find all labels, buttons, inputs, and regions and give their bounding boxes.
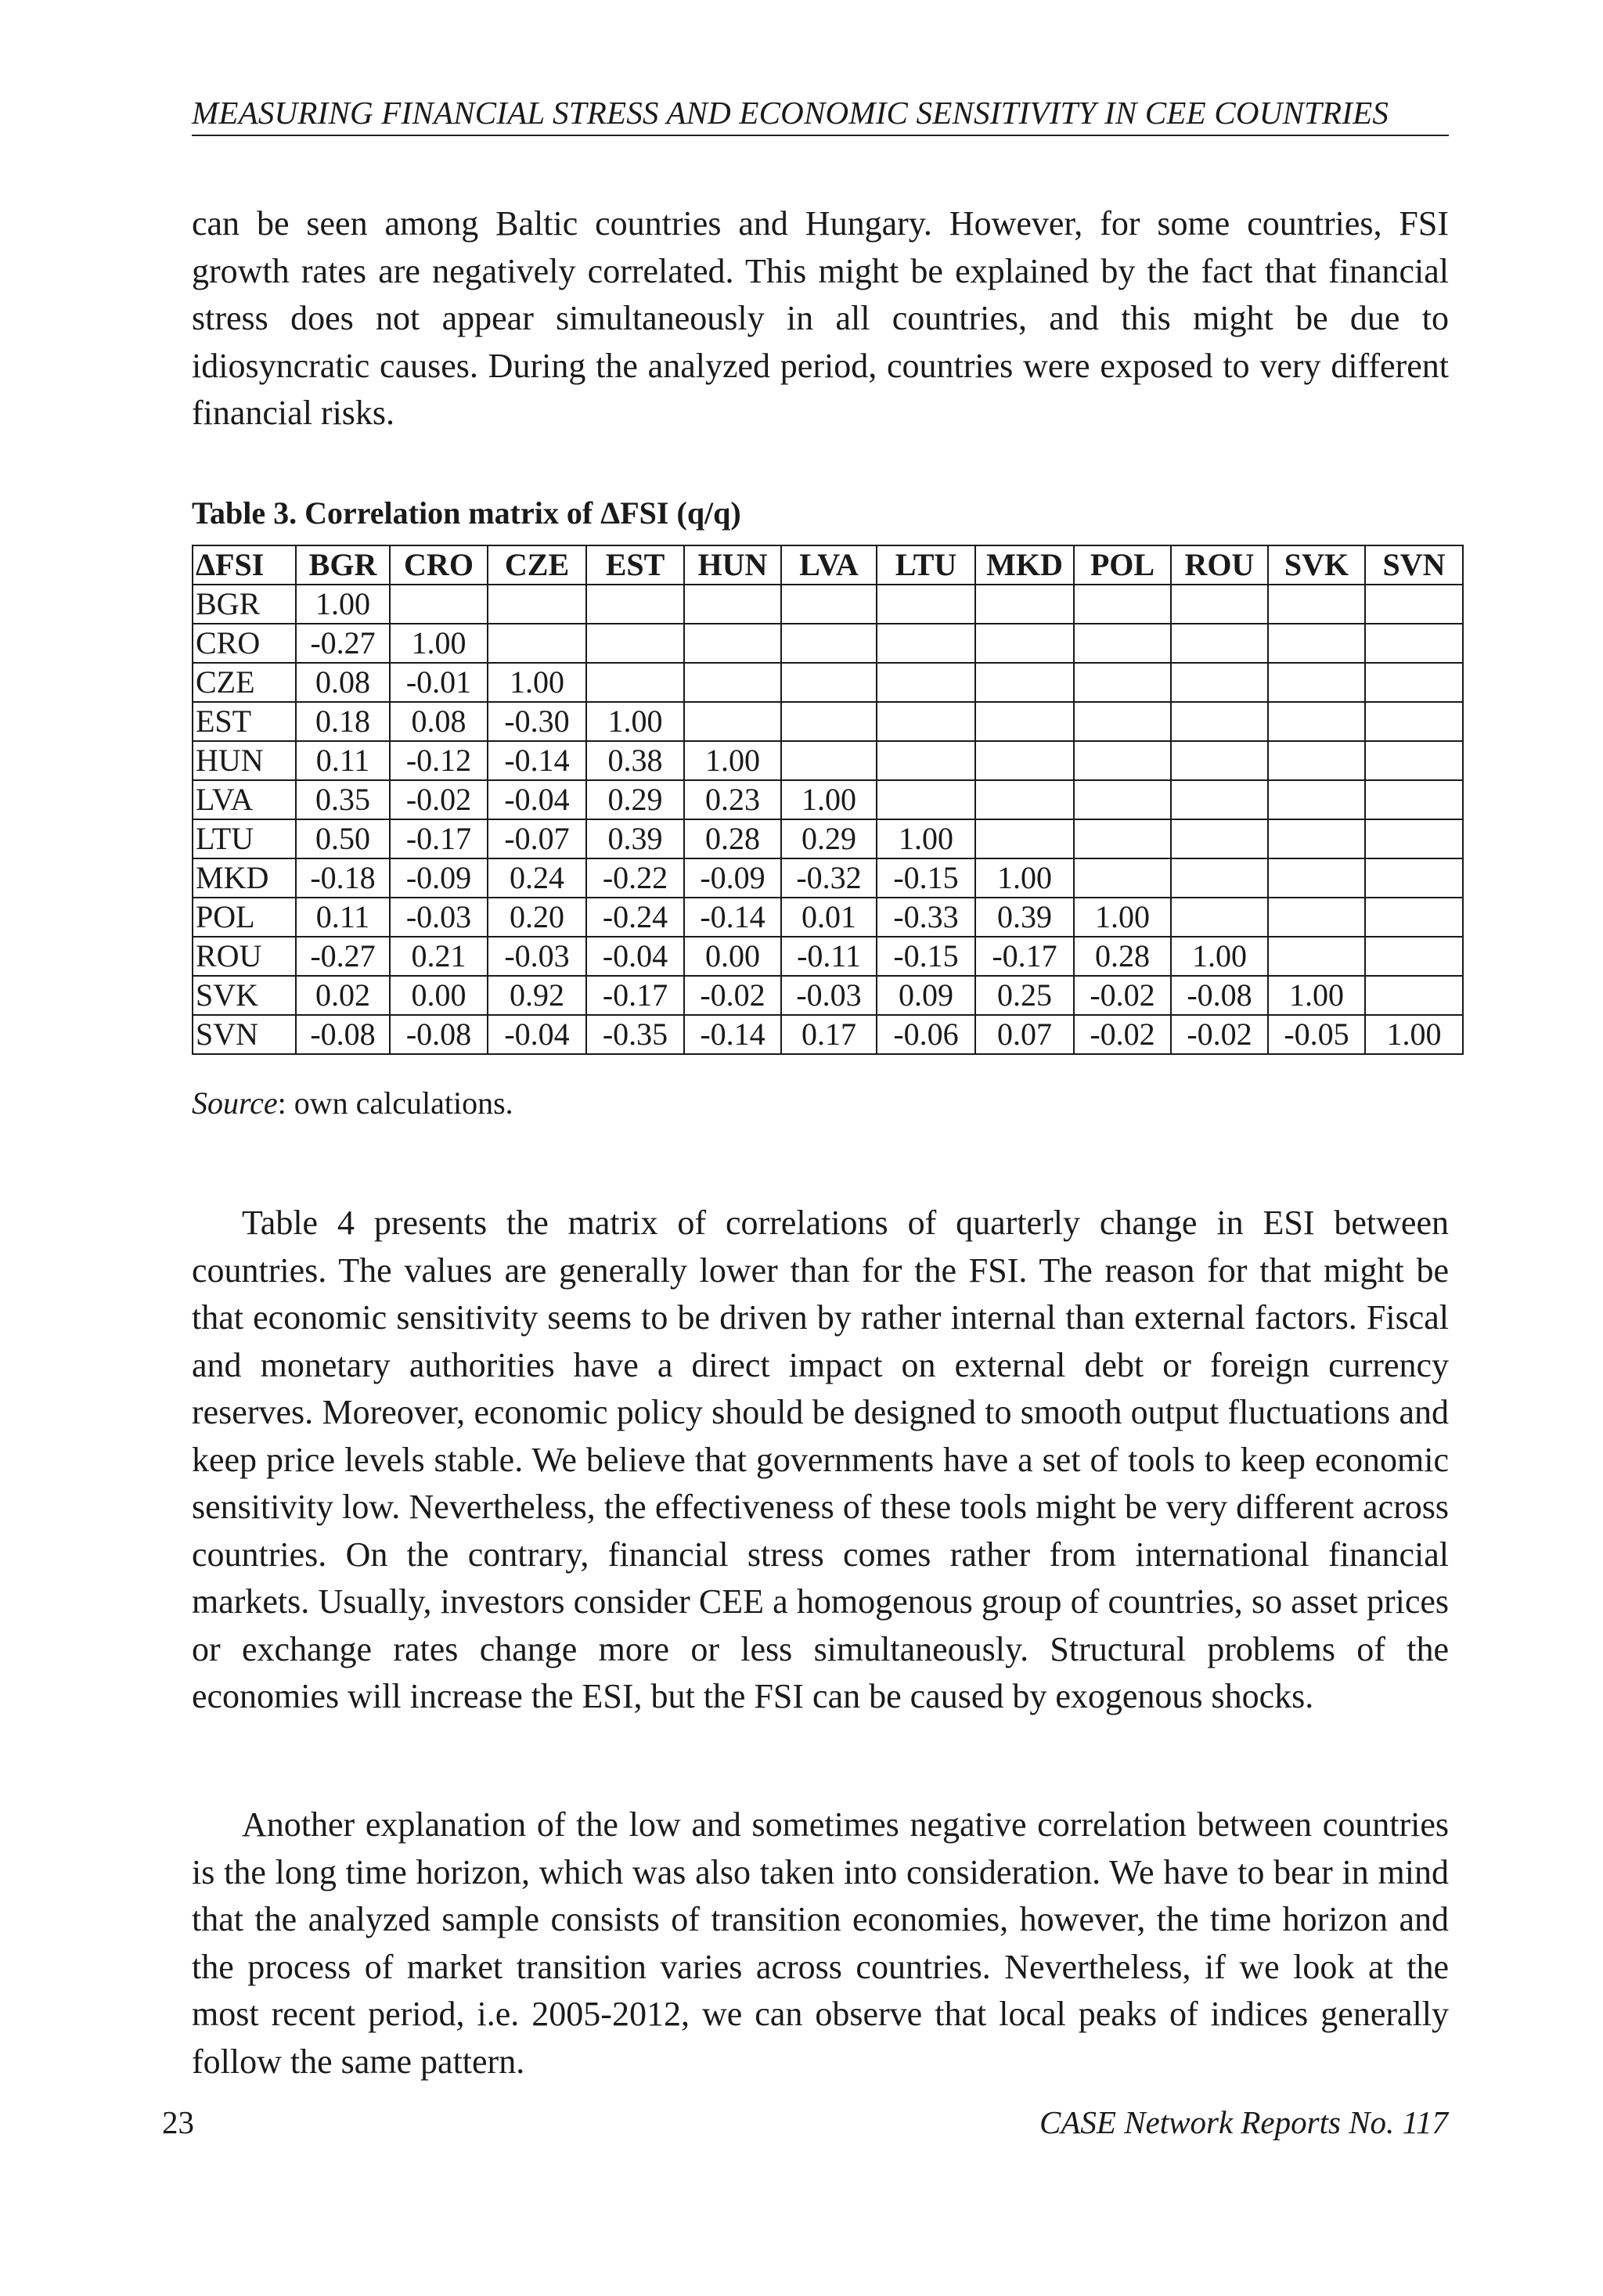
- correlation-cell: 0.92: [488, 976, 586, 1015]
- correlation-cell: [1365, 898, 1463, 937]
- table-header-row: [193, 545, 1463, 585]
- correlation-cell: [1171, 663, 1268, 702]
- correlation-cell: [1268, 624, 1365, 663]
- correlation-cell: -0.17: [586, 976, 684, 1015]
- correlation-cell: -0.03: [488, 937, 586, 976]
- page-number: 23: [162, 2104, 194, 2140]
- source-text: : own calculations.: [277, 1085, 513, 1121]
- correlation-cell: [877, 702, 975, 741]
- correlation-cell: [877, 585, 975, 624]
- correlation-cell: [1171, 585, 1268, 624]
- correlation-cell: [781, 663, 877, 702]
- correlation-cell: [1074, 780, 1171, 819]
- correlation-cell: -0.15: [877, 937, 975, 976]
- correlation-cell: 1.00: [586, 702, 684, 741]
- body-paragraph-explanation: Another explanation of the low and sometimes negative correlation between countries is the long time horizon, which was also taken into consideration. We have to bear in mind that the analyzed sample consists of transition economies, however, the time horizon and the process of market transition varies across countries. Nevertheless, if we look at the most recent period, i.e. 2005-2012, we can observe that local peaks of indices generally follow the same pattern.: [192, 1805, 1449, 2081]
- column-header: EST: [586, 545, 684, 585]
- correlation-cell: -0.09: [390, 858, 488, 898]
- running-header: MEASURING FINANCIAL STRESS AND ECONOMIC SENSITIVITY IN CEE COUNTRIES: [192, 94, 1449, 136]
- table-row: [193, 624, 1463, 663]
- row-label: CRO: [193, 624, 296, 663]
- correlation-cell: -0.09: [684, 858, 781, 898]
- correlation-cell: -0.27: [296, 624, 390, 663]
- column-header: CZE: [488, 545, 586, 585]
- correlation-cell: 0.00: [390, 976, 488, 1015]
- correlation-cell: [1365, 741, 1463, 780]
- correlation-cell: -0.33: [877, 898, 975, 937]
- correlation-cell: [1365, 585, 1463, 624]
- correlation-cell: -0.12: [390, 741, 488, 780]
- correlation-cell: 0.00: [684, 937, 781, 976]
- correlation-cell: [1074, 858, 1171, 898]
- correlation-cell: [488, 624, 586, 663]
- correlation-cell: [877, 624, 975, 663]
- correlation-cell: -0.11: [781, 937, 877, 976]
- correlation-cell: [1268, 702, 1365, 741]
- column-header: BGR: [296, 545, 390, 585]
- correlation-cell: -0.35: [586, 1015, 684, 1054]
- correlation-cell: [1268, 663, 1365, 702]
- correlation-cell: -0.08: [1171, 976, 1268, 1015]
- row-label: SVN: [193, 1015, 296, 1054]
- column-header: ROU: [1171, 545, 1268, 585]
- correlation-cell: [975, 741, 1074, 780]
- table-row: [193, 780, 1463, 819]
- column-header: CRO: [390, 545, 488, 585]
- correlation-cell: -0.01: [390, 663, 488, 702]
- correlation-cell: 0.02: [296, 976, 390, 1015]
- correlation-cell: -0.27: [296, 937, 390, 976]
- correlation-cell: -0.15: [877, 858, 975, 898]
- column-header: LVA: [781, 545, 877, 585]
- correlation-cell: 1.00: [1171, 937, 1268, 976]
- correlation-cell: [1171, 741, 1268, 780]
- correlation-cell: -0.02: [1074, 1015, 1171, 1054]
- correlation-cell: [586, 663, 684, 702]
- body-paragraph-table4: Table 4 presents the matrix of correlations of quarterly change in ESI between countries. The values are generally lower than for the FSI. The reason for that might be that economic sensitivity seems to be driven by rather internal than external factors. Fiscal and monetary authorities have a direct impact on external debt or foreign currency reserves. Moreover, economic policy should be designed to smooth output fluctuations and keep price levels stable. We believe that governments have a set of tools to keep economic sensitivity low. Nevertheless, the effectiveness of these tools might be very different across countries. On the contrary, financial stress comes rather from international financial markets. Usually, investors consider CEE a homogenous group of countries, so asset prices or exchange rates change more or less simultaneously. Structural problems of the economies will increase the ESI, but the FSI can be caused by exogenous shocks.: [192, 1204, 1449, 1715]
- column-header: LTU: [877, 545, 975, 585]
- correlation-cell: -0.02: [1074, 976, 1171, 1015]
- correlation-cell: -0.24: [586, 898, 684, 937]
- correlation-cell: [586, 624, 684, 663]
- source-label: Source: [192, 1085, 278, 1121]
- correlation-cell: 0.35: [296, 780, 390, 819]
- correlation-cell: [975, 819, 1074, 858]
- row-label: SVK: [193, 976, 296, 1015]
- column-header: SVN: [1365, 545, 1463, 585]
- row-label: POL: [193, 898, 296, 937]
- correlation-cell: [1365, 819, 1463, 858]
- correlation-cell: -0.17: [390, 819, 488, 858]
- correlation-cell: 0.08: [390, 702, 488, 741]
- correlation-cell: 0.21: [390, 937, 488, 976]
- correlation-cell: [684, 702, 781, 741]
- publication-name: CASE Network Reports No. 117: [1039, 2104, 1448, 2140]
- correlation-cell: 1.00: [488, 663, 586, 702]
- correlation-cell: [1365, 976, 1463, 1015]
- row-label: ROU: [193, 937, 296, 976]
- correlation-cell: [781, 702, 877, 741]
- table-row: [193, 1015, 1463, 1054]
- correlation-cell: -0.04: [488, 1015, 586, 1054]
- table-row: [193, 937, 1463, 976]
- correlation-cell: [975, 702, 1074, 741]
- correlation-cell: [1074, 702, 1171, 741]
- row-label: LTU: [193, 819, 296, 858]
- correlation-cell: 0.29: [781, 819, 877, 858]
- correlation-cell: 0.28: [684, 819, 781, 858]
- table-row: [193, 702, 1463, 741]
- row-label: EST: [193, 702, 296, 741]
- correlation-cell: [1365, 624, 1463, 663]
- correlation-cell: [1171, 624, 1268, 663]
- correlation-cell: -0.32: [781, 858, 877, 898]
- correlation-cell: [1268, 585, 1365, 624]
- correlation-cell: 0.18: [296, 702, 390, 741]
- correlation-cell: -0.18: [296, 858, 390, 898]
- correlation-cell: [877, 780, 975, 819]
- correlation-cell: [1074, 819, 1171, 858]
- correlation-cell: -0.22: [586, 858, 684, 898]
- row-label: MKD: [193, 858, 296, 898]
- correlation-cell: -0.08: [296, 1015, 390, 1054]
- correlation-cell: 0.39: [975, 898, 1074, 937]
- correlation-cell: [1268, 741, 1365, 780]
- correlation-cell: -0.06: [877, 1015, 975, 1054]
- table-body: [193, 585, 1463, 1054]
- intro-paragraph: can be seen among Baltic countries and Hungary. However, for some countries, FSI growth rates are negatively correlated. This might be explained by the fact that financial stress does not appear simultaneously in all countries, and this might be due to idiosyncratic causes. During the analyzed period, countries were exposed to very different financial risks.: [192, 204, 1449, 432]
- correlation-cell: -0.02: [1171, 1015, 1268, 1054]
- correlation-cell: -0.02: [684, 976, 781, 1015]
- correlation-cell: [684, 663, 781, 702]
- correlation-cell: -0.03: [781, 976, 877, 1015]
- table-row: [193, 585, 1463, 624]
- correlation-cell: 0.38: [586, 741, 684, 780]
- correlation-cell: 0.20: [488, 898, 586, 937]
- correlation-cell: 0.25: [975, 976, 1074, 1015]
- column-header: POL: [1074, 545, 1171, 585]
- correlation-cell: 0.39: [586, 819, 684, 858]
- correlation-cell: 0.17: [781, 1015, 877, 1054]
- correlation-cell: -0.08: [390, 1015, 488, 1054]
- table-caption: Table 3. Correlation matrix of ΔFSI (q/q): [192, 495, 741, 531]
- row-label: HUN: [193, 741, 296, 780]
- corner-header: ΔFSI: [193, 545, 296, 585]
- column-header: HUN: [684, 545, 781, 585]
- row-label: BGR: [193, 585, 296, 624]
- correlation-cell: [1074, 741, 1171, 780]
- correlation-cell: -0.07: [488, 819, 586, 858]
- correlation-cell: 0.11: [296, 741, 390, 780]
- correlation-cell: [390, 585, 488, 624]
- correlation-cell: -0.04: [586, 937, 684, 976]
- correlation-cell: [586, 585, 684, 624]
- correlation-cell: [1365, 702, 1463, 741]
- correlation-cell: 0.23: [684, 780, 781, 819]
- table-row: [193, 741, 1463, 780]
- correlation-cell: [877, 741, 975, 780]
- correlation-cell: -0.03: [390, 898, 488, 937]
- correlation-cell: [1365, 780, 1463, 819]
- correlation-cell: 1.00: [296, 585, 390, 624]
- correlation-cell: 1.00: [1268, 976, 1365, 1015]
- correlation-cell: 0.50: [296, 819, 390, 858]
- correlation-cell: 0.09: [877, 976, 975, 1015]
- correlation-cell: [1365, 858, 1463, 898]
- table-source-note: [192, 1085, 513, 1122]
- correlation-cell: [1074, 624, 1171, 663]
- correlation-cell: 1.00: [781, 780, 877, 819]
- correlation-cell: -0.14: [684, 898, 781, 937]
- correlation-cell: [975, 780, 1074, 819]
- correlation-cell: [488, 585, 586, 624]
- correlation-cell: [975, 624, 1074, 663]
- correlation-cell: [975, 663, 1074, 702]
- table-row: [193, 898, 1463, 937]
- correlation-cell: 1.00: [1074, 898, 1171, 937]
- correlation-cell: [781, 585, 877, 624]
- correlation-cell: [1171, 858, 1268, 898]
- correlation-cell: [781, 624, 877, 663]
- correlation-cell: 1.00: [1365, 1015, 1463, 1054]
- correlation-cell: -0.30: [488, 702, 586, 741]
- correlation-cell: 0.07: [975, 1015, 1074, 1054]
- row-label: LVA: [193, 780, 296, 819]
- correlation-cell: [781, 741, 877, 780]
- correlation-cell: 0.28: [1074, 937, 1171, 976]
- correlation-cell: [1268, 858, 1365, 898]
- correlation-matrix-table: [192, 545, 1464, 1055]
- correlation-cell: 1.00: [975, 858, 1074, 898]
- column-header: MKD: [975, 545, 1074, 585]
- correlation-cell: -0.17: [975, 937, 1074, 976]
- correlation-cell: [684, 624, 781, 663]
- table-row: [193, 819, 1463, 858]
- correlation-cell: [1171, 702, 1268, 741]
- correlation-cell: [684, 585, 781, 624]
- table-row: [193, 663, 1463, 702]
- correlation-cell: -0.14: [684, 1015, 781, 1054]
- correlation-cell: [1365, 663, 1463, 702]
- correlation-cell: 0.29: [586, 780, 684, 819]
- correlation-cell: [1268, 780, 1365, 819]
- correlation-cell: -0.14: [488, 741, 586, 780]
- correlation-cell: [1171, 898, 1268, 937]
- correlation-cell: -0.02: [390, 780, 488, 819]
- row-label: CZE: [193, 663, 296, 702]
- correlation-cell: [1074, 663, 1171, 702]
- correlation-cell: [1268, 819, 1365, 858]
- correlation-cell: [1268, 898, 1365, 937]
- correlation-cell: [975, 585, 1074, 624]
- correlation-cell: -0.04: [488, 780, 586, 819]
- correlation-cell: 1.00: [877, 819, 975, 858]
- correlation-cell: [877, 663, 975, 702]
- table-row: [193, 858, 1463, 898]
- correlation-cell: 1.00: [684, 741, 781, 780]
- correlation-cell: 0.24: [488, 858, 586, 898]
- correlation-cell: -0.05: [1268, 1015, 1365, 1054]
- correlation-cell: [1171, 819, 1268, 858]
- correlation-cell: [1171, 780, 1268, 819]
- correlation-cell: 0.11: [296, 898, 390, 937]
- correlation-cell: [1074, 585, 1171, 624]
- correlation-cell: [1268, 937, 1365, 976]
- correlation-cell: 0.08: [296, 663, 390, 702]
- correlation-cell: [1365, 937, 1463, 976]
- correlation-cell: 0.01: [781, 898, 877, 937]
- column-header: SVK: [1268, 545, 1365, 585]
- correlation-cell: 1.00: [390, 624, 488, 663]
- table-row: [193, 976, 1463, 1015]
